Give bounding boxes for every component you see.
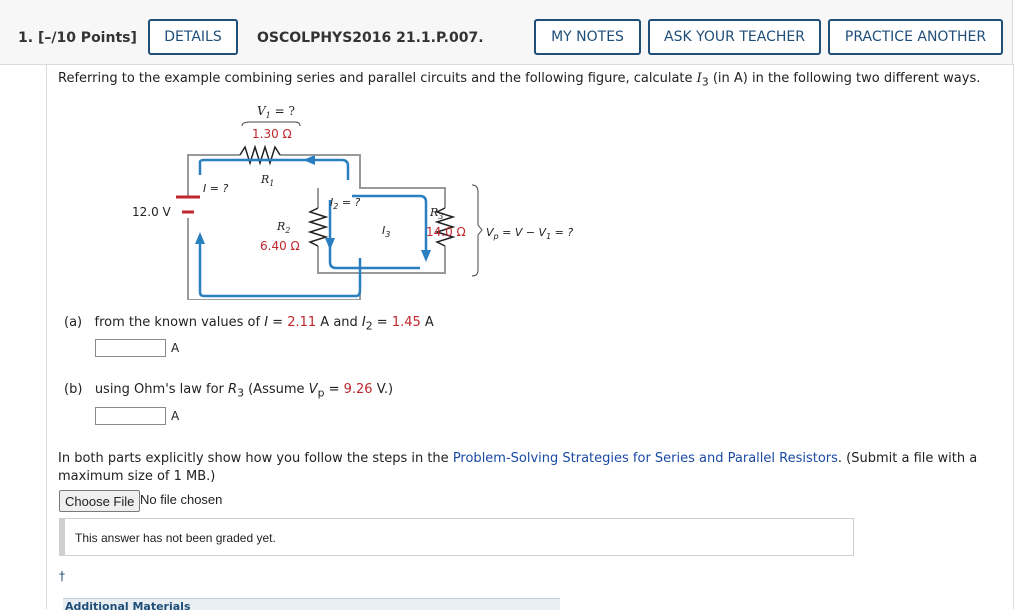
r2-label: $R_2$ [277, 220, 291, 235]
part-b-unit: A [171, 409, 180, 423]
additional-materials-label: Additional Materials [65, 600, 191, 610]
part-a-question: (a) from the known values of I = 2.11 A and $I_2 = 1.45$ A [64, 315, 434, 333]
grading-status-text: This answer has not been graded yet. [75, 531, 276, 545]
additional-materials-panel[interactable] [63, 598, 560, 610]
current-path [200, 160, 426, 296]
current-arrows [195, 155, 431, 262]
vp-label: $V_p = V - V_1$ = ? [486, 226, 574, 241]
dagger-marker: † [59, 569, 65, 583]
my-notes-button[interactable]: MY NOTES [534, 19, 641, 55]
r1-value: 1.30 Ω [252, 127, 292, 141]
choose-file-button[interactable]: Choose File [59, 490, 140, 512]
r3-value: 14.0 Ω [426, 225, 466, 239]
question-number: 1. [–/10 Points] [18, 30, 137, 46]
i3-label: $I_3$ [382, 224, 391, 239]
part-a-unit: A [171, 341, 180, 355]
part-b-question: (b) using Ohm's law for $R_3$ (Assume $V_p = 9.26$ V.) [64, 382, 394, 400]
battery-voltage: 12.0 V [132, 205, 171, 219]
r1-label: $R_1$ [261, 173, 275, 188]
file-status: No file chosen [140, 492, 223, 507]
r3-label: $R_3$ [430, 206, 444, 221]
battery-symbol [176, 197, 200, 212]
question-code: OSCOLPHYS2016 21.1.P.007. [257, 30, 484, 46]
v1-bracket [242, 122, 300, 126]
r2-resistor-symbol [310, 208, 326, 246]
question-prompt: Referring to the example combining series and parallel circuits and the following figure, calculate $I_3$ (in A) in the following two different ways. [58, 71, 981, 89]
points-label: [–/10 Points] [37, 30, 137, 46]
part-b-answer-input[interactable] [95, 407, 166, 425]
upload-instructions: In both parts explicitly show how you follow the steps in the Problem-Solving Strategies for Series and Parallel Resistors. (Submit a file with a maximum size of 1 MB.) [58, 451, 978, 484]
practice-another-button[interactable]: PRACTICE ANOTHER [828, 19, 1003, 55]
v1-label: $V_1$ = ? [257, 104, 295, 120]
r2-value: 6.40 Ω [260, 239, 300, 253]
strategy-link[interactable]: Problem-Solving Strategies for Series and Parallel Resistors [452, 451, 838, 466]
ask-teacher-button[interactable]: ASK YOUR TEACHER [648, 19, 821, 55]
circuit-diagram [120, 100, 590, 300]
current-i-label: I = ? [203, 182, 229, 195]
part-a-answer-input[interactable] [95, 339, 166, 357]
grading-status-box [59, 518, 854, 556]
i2-label: $I_2$ = ? [330, 196, 361, 211]
question-header [0, 0, 1013, 65]
vp-bracket [472, 185, 482, 276]
details-button[interactable]: DETAILS [148, 19, 238, 55]
circuit-wires [188, 155, 445, 300]
